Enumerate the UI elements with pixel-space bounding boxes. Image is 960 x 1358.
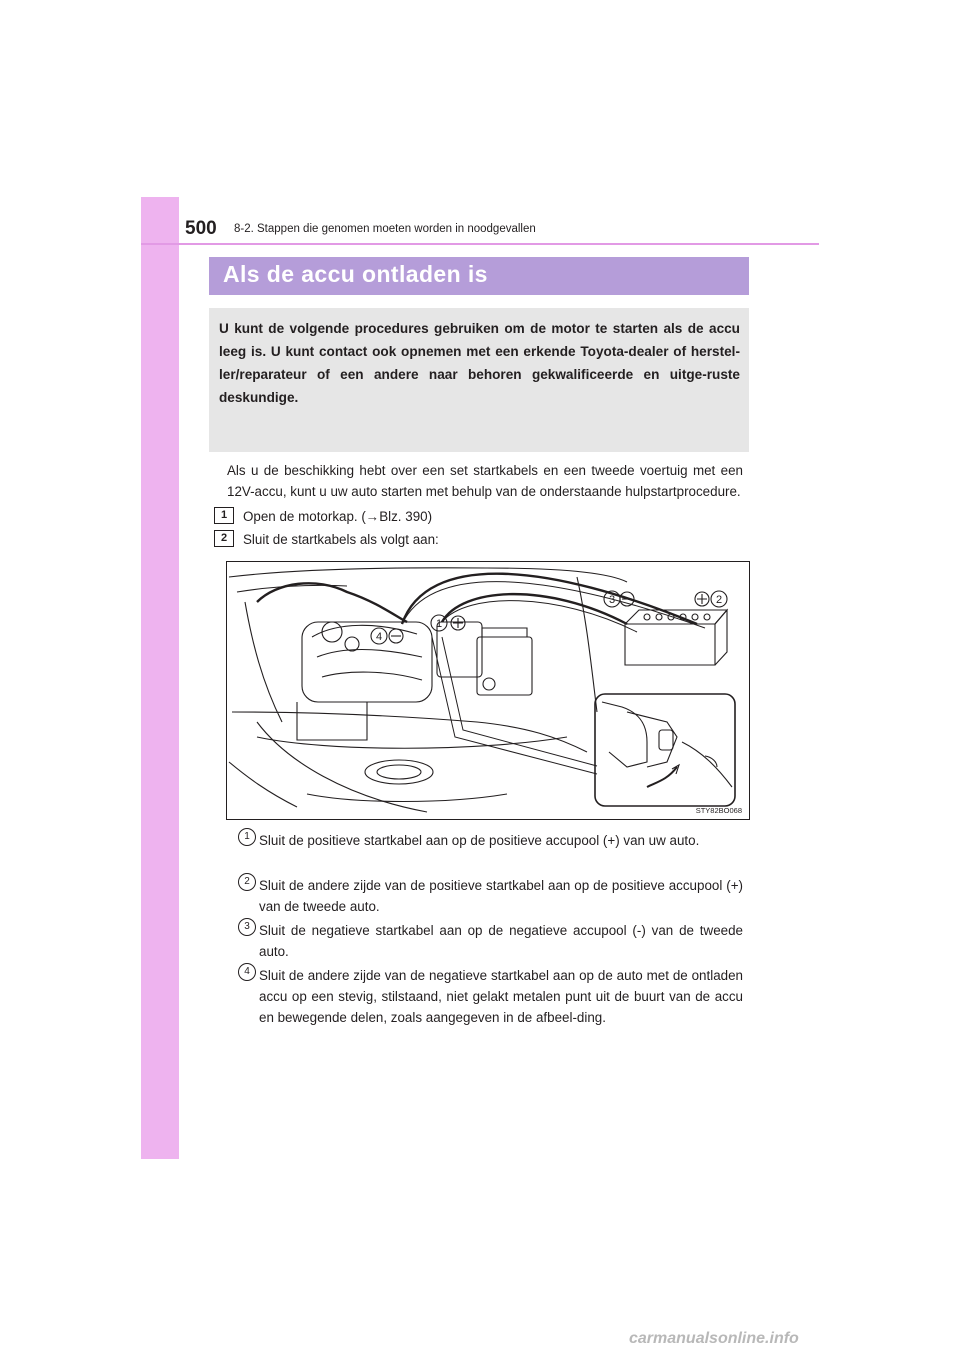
- step-badge-1: 1: [214, 507, 234, 524]
- callout-3: 3: [608, 594, 616, 606]
- substep-text-3: Sluit de negatieve startkabel aan op de negatieve accupool (-) van de tweede auto.: [259, 923, 743, 959]
- step-badge-2: 2: [214, 530, 234, 547]
- watermark: carmanualsonline.info: [629, 1330, 799, 1347]
- callout-1: 1: [435, 618, 443, 630]
- substep-number-4: 4: [238, 963, 256, 981]
- intro-text: U kunt de volgende procedures gebruiken om de motor te starten als de accu leeg is. U kunt contact ook opnemen met een erkende Toyota-dealer of herstel-ler/reparateur of een andere naar behoren gekwalificeerde en uitge-ruste deskundige.: [219, 321, 740, 405]
- callout-2: 2: [715, 594, 723, 606]
- running-header: 8-2. Stappen die genomen moeten worden in noodgevallen: [234, 223, 536, 235]
- intro-box: [209, 308, 749, 452]
- substep-text-2: Sluit de andere zijde van de positieve startkabel aan op de positieve accupool (+) van de tweede auto.: [259, 878, 743, 914]
- side-tab-band: [141, 197, 179, 1159]
- substep-number-3: 3: [238, 918, 256, 936]
- substep-number-2: 2: [238, 873, 256, 891]
- step-text-1: Open de motorkap. (→Blz. 390): [243, 509, 433, 524]
- engine-bay-drawing: [227, 562, 749, 819]
- substep-text-4: Sluit de andere zijde van de negatieve startkabel aan op de auto met de ontladen accu op een stevig, stilstaand, niet gelakt metalen punt uit de buurt van de accu en bewegende delen, zoals aangegeven in de afbeel-ding.: [259, 968, 743, 1025]
- callout-4: 4: [375, 631, 383, 643]
- header-rule: [141, 243, 819, 245]
- substep-text-1: Sluit de positieve startkabel aan op de positieve accupool (+) van uw auto.: [259, 833, 700, 848]
- jump-start-illustration: [226, 561, 750, 820]
- intro-paragraph: Als u de beschikking hebt over een set startkabels en een tweede voertuig met een 12V-accu, kunt u uw auto starten met behulp van de onderstaande hulpstartprocedure.: [227, 463, 743, 499]
- figure-code: STY82BO068: [695, 806, 742, 815]
- section-title-bar: [209, 257, 749, 295]
- section-title: Als de accu ontladen is: [223, 261, 488, 287]
- substep-number-1: 1: [238, 828, 256, 846]
- step-text-2: Sluit de startkabels als volgt aan:: [243, 532, 439, 547]
- page-number: 500: [185, 218, 217, 239]
